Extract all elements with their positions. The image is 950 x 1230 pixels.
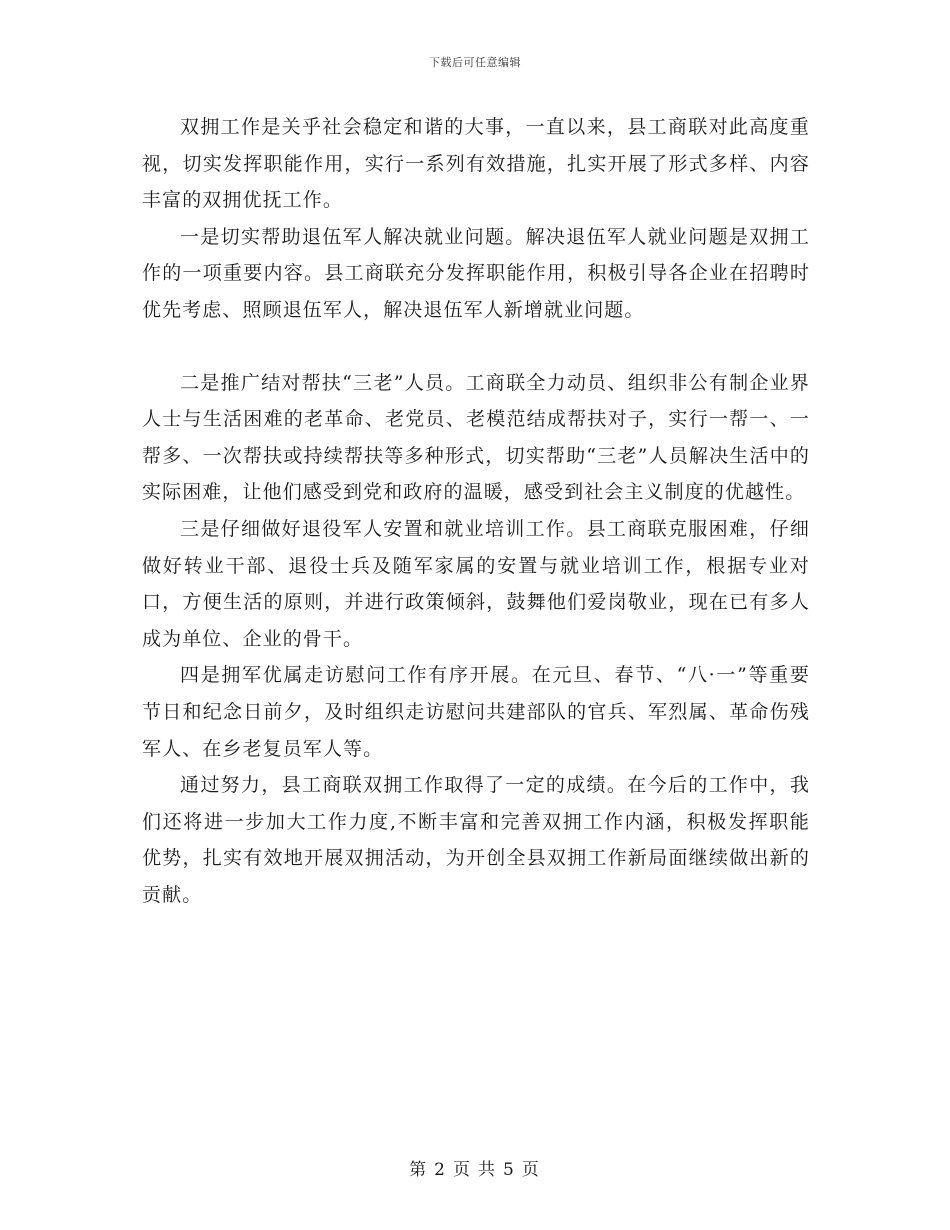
page-footer [0,1155,950,1180]
paragraph-resettlement: 三是仔细做好退役军人安置和就业培训工作。县工商联克服困难，仔细做好转业干部、退役士兵及随军家属的安置与就业培训工作，根据专业对口，方便生活的原则，并进行政策倾斜，鼓舞他们爱岗敬业，现在已有多人成为单位、企业的骨干。 [142,517,810,650]
page-prefix: 第 [409,1160,429,1180]
page-word: 页 [453,1160,472,1180]
paragraph-support-elders: 二是推广结对帮扶“三老”人员。工商联全力动员、组织非公有制企业界人士与生活困难的老革命、老党员、老模范结成帮扶对子，实行一帮一、一帮多、一次帮扶或持续帮扶等多种形式，切实帮助“三老”人员解决生活中的实际困难，让他们感受到党和政府的温暖，感受到社会主义制度的优越性。 [142,371,810,504]
paragraph-intro: 双拥工作是关乎社会稳定和谐的大事，一直以来，县工商联对此高度重视，切实发挥职能作用，实行一系列有效措施，扎实开展了形式多样、内容丰富的双拥优抚工作。 [142,116,810,212]
paragraph-visits: 四是拥军优属走访慰问工作有序开展。在元旦、春节、“八·一”等重要节日和纪念日前夕，及时组织走访慰问共建部队的官兵、军烈属、革命伤残军人、在乡老复员军人等。 [142,664,810,760]
document-body [142,109,810,913]
total-pages-number: 5 [503,1160,516,1180]
total-suffix: 页 [521,1160,541,1180]
current-page-number: 2 [434,1160,447,1180]
paragraph-gap [142,329,810,365]
paragraph-conclusion: 通过努力，县工商联双拥工作取得了一定的成绩。在今后的工作中，我们还将进一步加大工作力度,不断丰富和完善双拥工作内涵，积极发挥职能优势，扎实有效地开展双拥活动，为开创全县双拥工作新局面继续做出新的贡献。 [142,774,810,906]
header-note: 下载后可任意编辑 [429,56,521,69]
total-prefix: 共 [478,1160,497,1180]
paragraph-employment: 一是切实帮助退伍军人解决就业问题。解决退伍军人就业问题是双拥工作的一项重要内容。县工商联充分发挥职能作用，积极引导各企业在招聘时优先考虑、照顾退伍军人，解决退伍军人新增就业问题。 [142,225,810,321]
